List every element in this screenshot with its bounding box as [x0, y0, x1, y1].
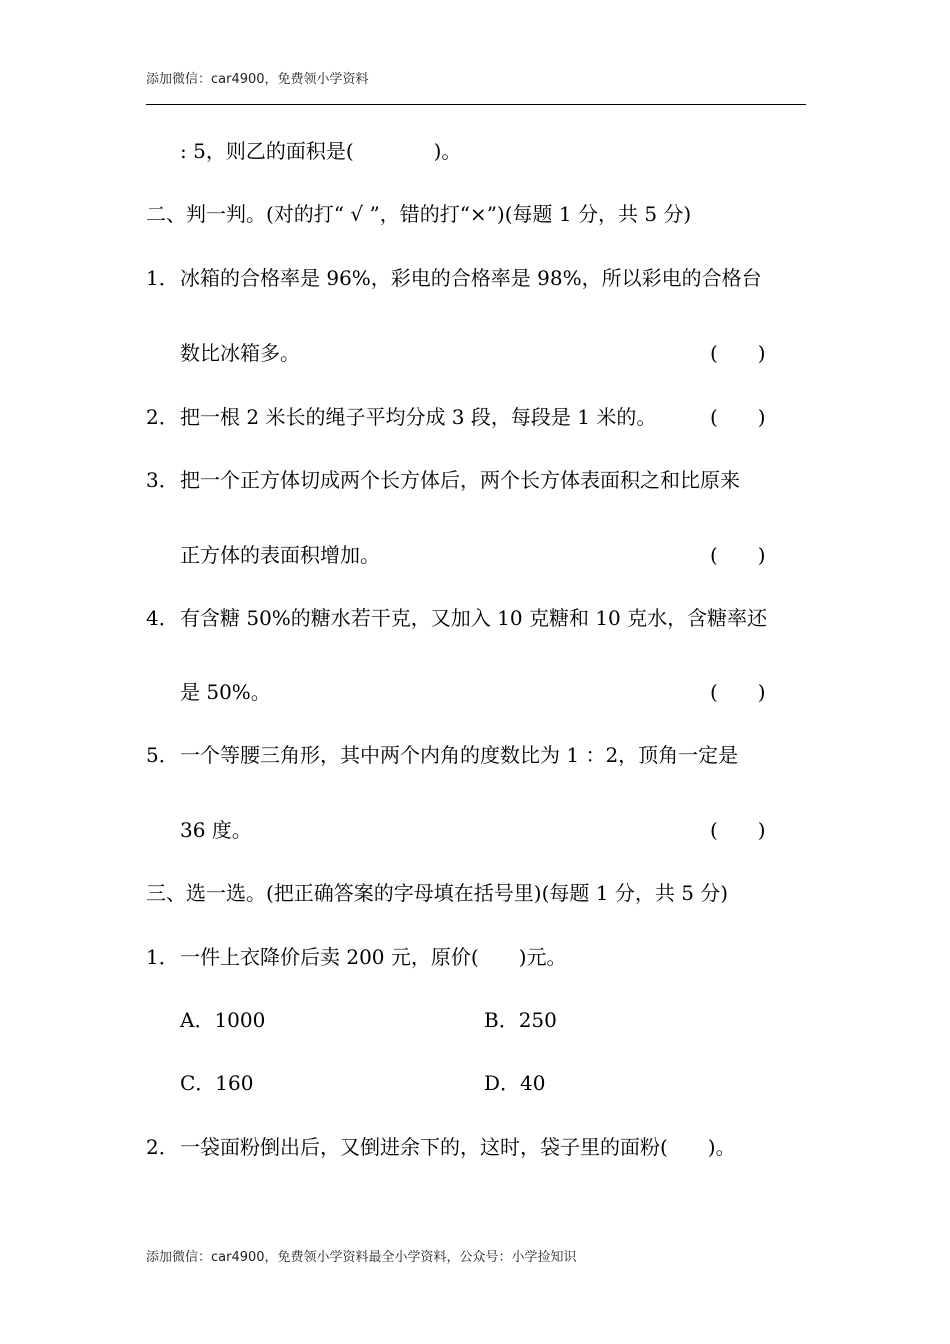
answer-blank[interactable]: ( ): [710, 818, 766, 842]
item-text: 一袋面粉倒出后，又倒进余下的，这时，袋子里的面粉( )。: [180, 1135, 736, 1159]
item-number: 1．: [146, 945, 179, 969]
judge-item-3-line2: 正方体的表面积增加。: [180, 543, 380, 567]
header-rule: [146, 104, 806, 105]
option-c[interactable]: C．160: [180, 1071, 254, 1095]
item-text: 冰箱的合格率是 96%，彩电的合格率是 98%，所以彩电的合格台: [180, 266, 762, 290]
judge-item-5-line2: 36 度。: [180, 818, 252, 842]
item-number: 5．: [146, 743, 179, 767]
judge-item-4: [146, 604, 767, 632]
section3-title: 三、选一选。(把正确答案的字母填在括号里)(每题 1 分，共 5 分): [146, 881, 729, 905]
item-number: 3．: [146, 468, 179, 492]
answer-blank[interactable]: ( ): [710, 341, 766, 365]
item-number: 2．: [146, 1135, 179, 1159]
choice-item-1: [146, 943, 567, 971]
option-a[interactable]: A．1000: [180, 1008, 266, 1032]
judge-item-3: [146, 466, 740, 494]
page-header: 添加微信：car4900，免费领小学资料: [146, 72, 369, 87]
answer-blank[interactable]: ( ): [710, 543, 766, 567]
answer-blank[interactable]: ( ): [710, 680, 766, 704]
item-text: 把一根 2 米长的绳子平均分成 3 段，每段是 1 米的。: [180, 405, 657, 429]
judge-item-4-line2: 是 50%。: [180, 680, 271, 704]
judge-item-5: [146, 741, 738, 769]
continuation-line: : 5，则乙的面积是( )。: [180, 139, 462, 163]
choice-item-2: [146, 1133, 736, 1161]
judge-item-1-line2: 数比冰箱多。: [180, 341, 300, 365]
page-footer: 添加微信：car4900，免费领小学资料最全小学资料，公众号：小学捡知识: [146, 1250, 577, 1265]
item-number: 2．: [146, 405, 179, 429]
option-d[interactable]: D．40: [484, 1071, 546, 1095]
option-b[interactable]: B．250: [484, 1008, 557, 1032]
item-number: 4．: [146, 606, 179, 630]
item-text: 一件上衣降价后卖 200 元，原价( )元。: [180, 945, 567, 969]
item-text: 有含糖 50%的糖水若干克，又加入 10 克糖和 10 克水，含糖率还: [180, 606, 768, 630]
item-text: 一个等腰三角形，其中两个内角的度数比为 1 ：2，顶角一定是: [180, 743, 739, 767]
judge-item-1: [146, 264, 762, 292]
answer-blank[interactable]: ( ): [710, 405, 766, 429]
item-text: 把一个正方体切成两个长方体后，两个长方体表面积之和比原来: [180, 468, 740, 492]
section2-title: 二、判一判。(对的打“ √ ”，错的打“×”)(每题 1 分，共 5 分): [146, 202, 692, 226]
item-number: 1．: [146, 266, 179, 290]
judge-item-2: [146, 403, 656, 431]
